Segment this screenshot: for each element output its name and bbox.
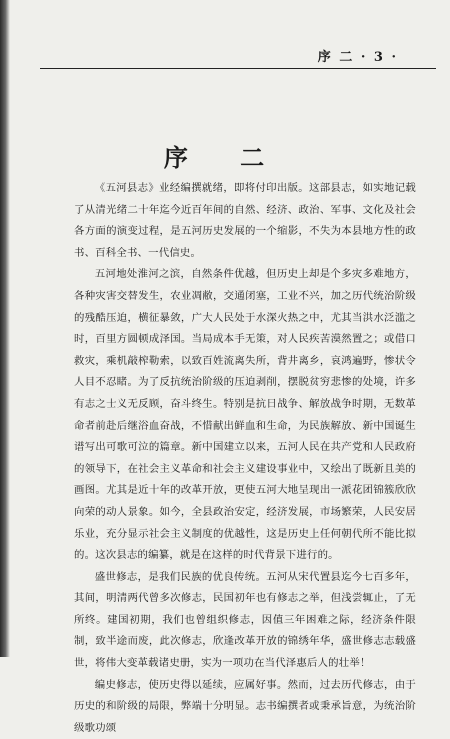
body-text [74,178,416,734]
paragraph: 五河地处淮河之滨，自然条件优越，但历史上却是个多灾多难地方，各种灾害交替发生，农业凋敝，交通闭塞，工业不兴，加之历代统治阶级的残酷压迫，横征暴敛，广大人民处于水深火热之中，尤其当洪水泛滥之时，百里方圆顿成泽国。当局成本手无策，对人民疾苦漠然置之；或借口救灾，乘机敲榨勒索，以致百姓流离失所，背井离乡，哀鸿遍野，惨状令人目不忍睹。为了反抗统治阶级的压迫剥削，摆脱贫穷悲惨的处境，许多有志之士义无反顾，奋斗终生。特别是抗日战争、解放战争时期，无数革命者前赴后继浴血奋战，不惜献出鲜血和生命，为民族解放、新中国诞生谱写出可歌可泣的篇章。新中国建立以来，五河人民在共产党和人民政府的领导下，在社会主义革命和社会主义建设事业中，又绘出了既新且美的画图。尤其是近十年的改革开放，更使五河大地呈现出一派花团锦簇欣欣向荣的动人景象。如今，全县政治安定，经济发展，市场繁荣，人民安居乐业，充分显示社会主义制度的优越性，这是历史上任何朝代所不能比拟的。这次县志的编纂，就是在这样的时代背景下进行的。 [74,268,416,562]
paragraph: 盛世修志，是我们民族的优良传统。五河从宋代置县迄今七百多年，其间，明清两代曾多次修志，民国初年也有修志之举，但浅尝辄止，了无所终。建国初期，我们也曾组织修志，因值三年困难之际，经济条件限制，致半途而废，此次修志，欣逢改革开放的锦绣年华，盛世修志志载盛世，将伟大变革载诸史册，实为一项功在当代泽惠后人的壮举！ [74,570,416,670]
page-title: 序 二 [163,143,287,172]
running-header: 序 二 · 3 · [317,50,398,65]
header-rule [40,68,436,69]
page-shadow-edge [0,0,10,657]
paragraph: 编史修志，使历史得以延续，应属好事。然而，过去历代修志，由于历史的和阶级的局限，弊端十分明显。志书编撰者或秉承旨意，为统治阶级歌功颂 [74,678,416,734]
paragraph: 《五河县志》业经编撰就绪，即将付印出版。这部县志，如实地记载了从清光绪二十年迄今近百年间的自然、经济、政治、军事、文化及社会各方面的演变过程，是五河历史发展的一个缩影，不失为本县地方性的政书、百科全书、一代信史。 [74,182,416,259]
